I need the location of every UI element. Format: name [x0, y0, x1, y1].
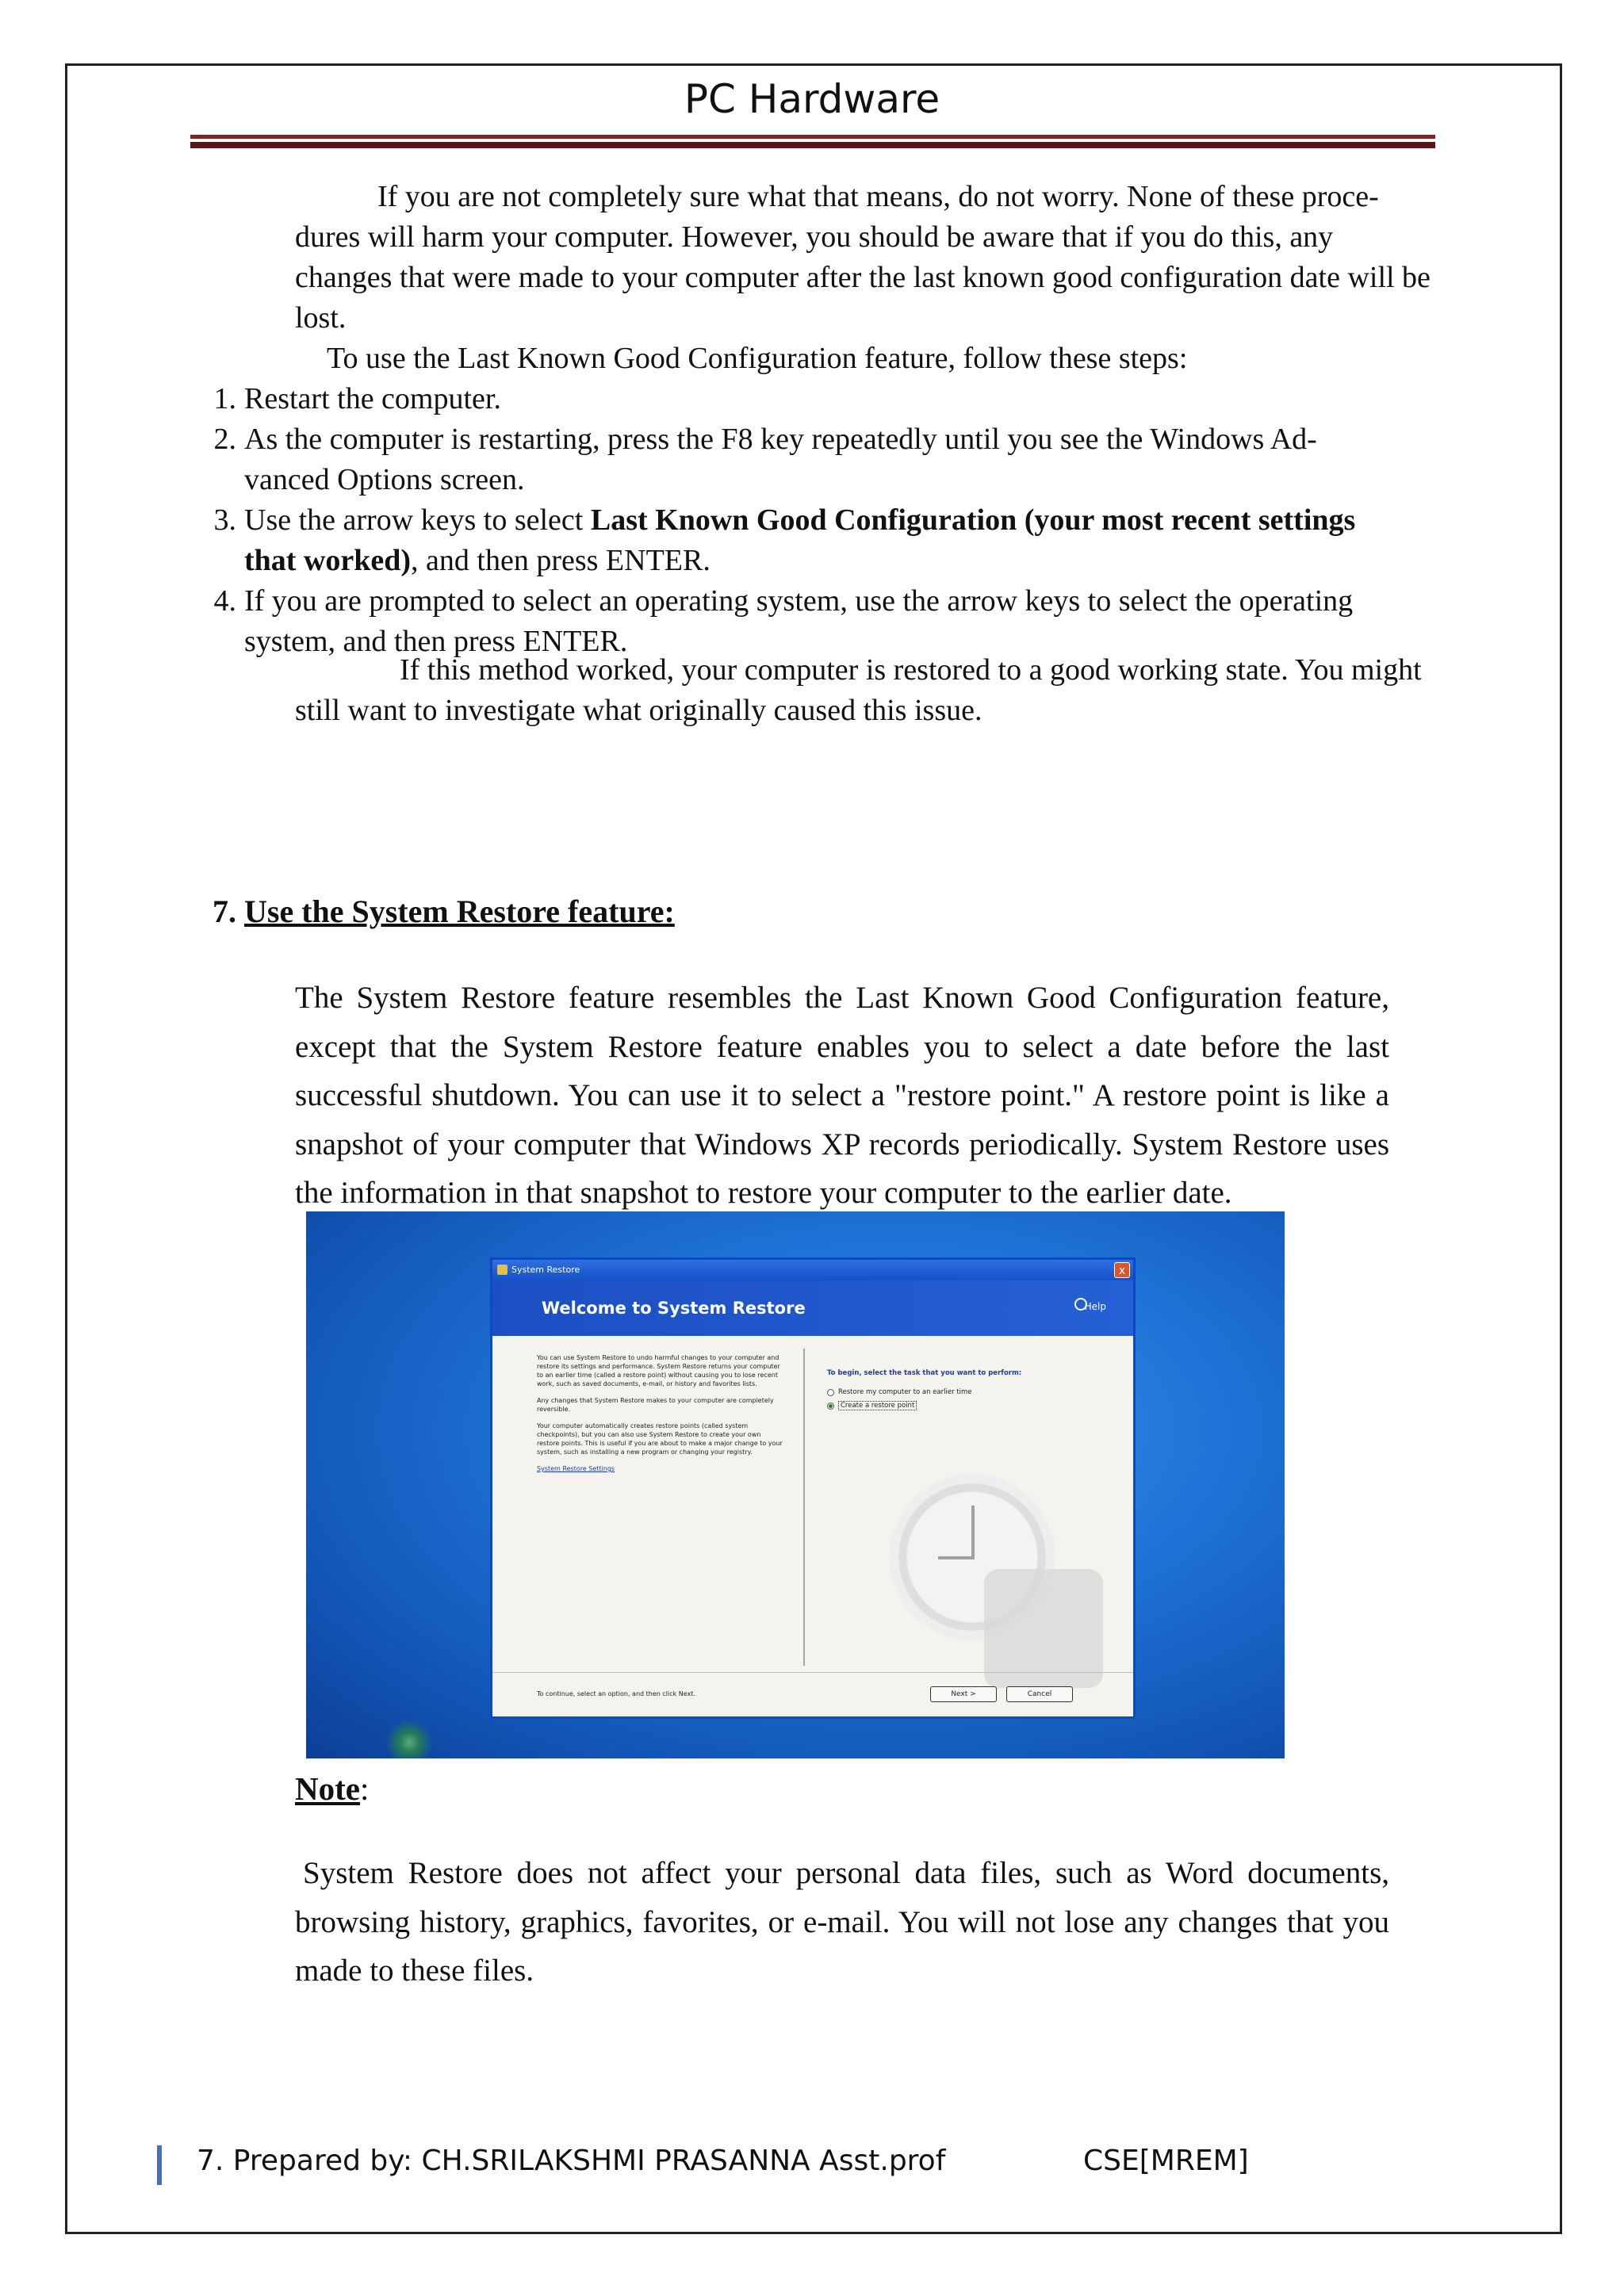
footer-dept: CSE[MREM]: [1083, 2145, 1249, 2177]
system-restore-window: [490, 1257, 1136, 1719]
radio-label: Create a restore point: [838, 1401, 917, 1410]
radio-label: Restore my computer to an earlier time: [838, 1388, 972, 1396]
footer-author: 7. Prepared by: CH.SRILAKSHMI PRASANNA Asst.prof: [197, 2145, 946, 2177]
next-button[interactable]: Next >: [930, 1686, 997, 1702]
footer-separator: [492, 1672, 1133, 1673]
help-link[interactable]: Help: [1084, 1301, 1106, 1312]
page-header-title: PC Hardware: [684, 76, 940, 122]
step-text: Use the arrow keys to select: [244, 503, 591, 537]
settings-link[interactable]: System Restore Settings: [537, 1465, 615, 1472]
section-body: The System Restore feature resembles the Last Known Good Configuration feature, except that the System Restore feature enables you to select a date before the last successful shutdown. You can use it to select a "restore point." A restore point is like a snapshot of your computer that Windows XP records periodically. System Restore uses the information in that snapshot to restore your computer to the earlier date.: [295, 981, 1389, 1210]
after-steps-line-2: still want to investigate what originally caused this issue.: [295, 694, 982, 727]
section-title: Use the System Restore feature:: [244, 894, 675, 929]
after-steps-line-1: If this method worked, your computer is restored to a good working state. You might: [400, 653, 1422, 687]
step-text: vanced Options screen.: [244, 463, 525, 496]
banner-title: Welcome to System Restore: [542, 1299, 806, 1318]
header-rule-thick: [190, 142, 1435, 148]
step-text: As the computer is restarting, press the F8 key repeatedly until you see the Windows Ad-: [244, 423, 1317, 456]
radio-button[interactable]: [827, 1389, 834, 1396]
intro-line-3: changes that were made to your computer after the last known good configuration date will be: [295, 261, 1431, 294]
section-number: 7.: [213, 894, 236, 929]
desktop-glow: [385, 1719, 433, 1758]
undo-arrow-icon: [984, 1569, 1103, 1688]
radio-create[interactable]: [827, 1401, 1113, 1410]
cancel-button[interactable]: Cancel: [1006, 1686, 1073, 1702]
task-column: [827, 1369, 1113, 1410]
intro-text: You can use System Restore to undo harmful changes to your computer and restore its settings and performance. System Restore returns your computer to an earlier time (called a restore point) without causing you to lose recent work, such as saved documents, e-mail, or history and favorites lists.: [537, 1354, 780, 1387]
step-number: 3.: [213, 503, 236, 537]
task-prompt: To begin, select the task that you want to perform:: [827, 1369, 1022, 1377]
intro-text: Any changes that System Restore makes to your computer are completely reversible.: [537, 1397, 774, 1413]
step-bold-text: Last Known Good Configuration (your most recent settings: [590, 503, 1356, 537]
step-text: If you are prompted to select an operating system, use the arrow keys to select the operating: [244, 584, 1354, 618]
window-titlebar: [492, 1260, 1133, 1280]
step-3: [213, 500, 1356, 581]
intro-line-1: If you are not completely sure what that means, do not worry. None of these proce-: [377, 180, 1379, 213]
radio-restore[interactable]: [827, 1388, 1113, 1396]
header-rule: [190, 135, 1435, 139]
note-colon: :: [359, 1770, 370, 1807]
step-number: 4.: [213, 584, 236, 618]
radio-button[interactable]: [827, 1402, 834, 1410]
intro-line-4: lost.: [295, 301, 347, 335]
welcome-banner: [492, 1280, 1133, 1336]
step-2: [213, 419, 1317, 500]
step-text: Restart the computer.: [244, 382, 501, 415]
intro-column: [537, 1353, 783, 1481]
clock-hand: [971, 1506, 975, 1558]
clock-hand: [938, 1556, 975, 1559]
system-restore-icon: [497, 1265, 508, 1275]
footer-bar: [157, 2145, 162, 2185]
intro-text: Your computer automatically creates restore points (called system checkpoints), but you can also use System Restore to create your own restore points. This is useful if you are about to make a major change to your system, such as installing a new program or changing your registry.: [537, 1422, 783, 1456]
step-number: 2.: [213, 423, 236, 456]
step-1: [213, 379, 501, 419]
intro-steps-lead: To use the Last Known Good Configuration feature, follow these steps:: [327, 342, 1188, 375]
intro-line-2: dures will harm your computer. However, you should be aware that if you do this, any: [295, 220, 1334, 254]
note-body: System Restore does not affect your personal data files, such as Word documents, browsing history, graphics, favorites, or e-mail. You will not lose any changes that you made to these files.: [295, 1856, 1389, 1988]
step-bold-text: that worked): [244, 544, 412, 577]
step-text: , and then press ENTER.: [411, 544, 710, 577]
close-button[interactable]: x: [1114, 1262, 1130, 1278]
window-title: System Restore: [511, 1265, 580, 1275]
section-heading: [213, 893, 675, 930]
continue-instruction: To continue, select an option, and then click Next.: [537, 1690, 695, 1697]
column-divider: [803, 1349, 805, 1666]
step-number: 1.: [213, 382, 236, 415]
note-heading: [295, 1770, 369, 1808]
system-restore-screenshot: [306, 1211, 1285, 1758]
step-text: system, and then press ENTER.: [244, 625, 628, 658]
note-label: Note: [295, 1770, 360, 1807]
